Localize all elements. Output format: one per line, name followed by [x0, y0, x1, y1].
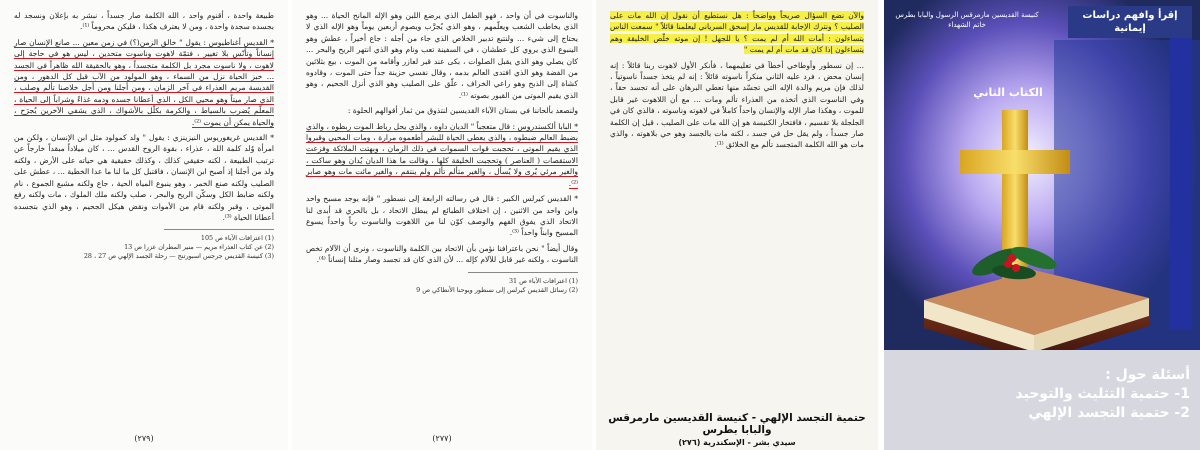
church-name: كنيسة القديسين مارمرقس الرسول والبابا بطرس خاتم الشهداء: [895, 11, 1039, 29]
paragraph: [610, 10, 864, 56]
highlighted-text: والآن نضع السؤال صريحاً وواضحاً : هل نستطيع أن نقول إن الله مات على الصليب ؟ ونترك الإجابة للقديس مار إسحق السرياني ليعلمنا قائلاً " سمعت الناس يتساءلون : أمات الله أم لم يمت ؟ يا للجهل ! إن موته خلّص الخليقة وهم يتساءلون إذا كان قد مات أم لم يمت ": [610, 11, 864, 55]
footnote-divider: [164, 229, 274, 230]
footnote: (1) اعترافات الآباء ص 105: [200, 234, 274, 243]
paragraph: * القديس كيرلس الكبير : قال في رسالته الرابعة إلى نسطور " فإنه يوجد مسيح واحد وابن واحد من الاثنين ، إن اختلاف الطبائع لم يبطل الاتحاد ، بل بالحري قد أبدى لنا الاتحاد الذي يفوق الفهم والوصف كوّن لنا من اللاهوت والناسوت رباً واحداً يسوع المسيح وابناً واحداً ⁽³⁾.: [306, 194, 578, 238]
footnote: (1) اعترافات الآباء ص 31: [508, 276, 578, 285]
paragraph: طبيعة واحدة ، أقنوم واحد ، الله الكلمة صار جسداً ، نبشر به بإعلان ونسجد له بجسده سجدة واحدة ، ومن لا يعترف هكذا ، فليكن محروماً ⁽¹⁾.: [14, 11, 274, 32]
cover-item: 2- حتمية التجسد الإلهي: [1028, 405, 1190, 421]
paragraph: ... إن نسطور وأوطاخي أخطآ في تعليمهما ، فأنكر الأول لاهوت ربنا قائلاً : إنه إنسان محض ، فرد عليه الثاني منكراً ناسوته قائلاً : إنه لم يتخذ جسداً ناسوتياً ، لذلك فإن مريم والدة الإله التي تجسّد منها تعطي البرهان على أنه تجسد حقاً ، وفي الناسوت الذي أتخذه من العذراء تألم ومات ... مع أن اللاهوت غير قابل للموت ، وهكذا صار الإله والإنسان واحداً كاملاً في لاهوته وناسوته ، فالذي كان في الجلجلة بلا تقسيم ، فافتخار الكنيسة هو إن الله مات على الصليب ، قيل إن الكلمة صار جسداً ، ولم يقل حل في جسد ، لكنه مات بالجسد وهو حي بلاهوته ، والذي مات هو الله الكلمة المتجسد تألم مع الخلائق ⁽¹⁾.: [610, 60, 864, 150]
book-number: الكتاب الثاني: [973, 86, 1043, 99]
paragraph: وقال أيضاً " نحن باعترافنا نؤمن بأن الاتحاد بين الكلمة والناسوت ، ونرى أن الآلام تخص الناسوت ، ولكنه غير قابل للآلام كإله ... لأن الذي كان قد تجسد وصار مثلنا إنساناً ⁽⁴⁾.: [306, 243, 578, 265]
series-label: إقرأ وافهم دراسات إيمانية: [1068, 6, 1192, 38]
book-page-277: [292, 0, 592, 450]
underlined-text: * البابا ألكسندروس : قال متعجباً " الديان داوه ، والذي يحل رباط الموت ربطوه ، والذي يضبط العالم ضبطوه ، والذي يعطي الحياة للبشر أطعموه مرارة ، ومات المحيي وقبروا الذي يقيم الموتى ، تحجبت قوات السموات في ذلك الزمان ، وبهتت الملائكة وفزعت الاستقصات ( العناصر ) وتحجبت الخليقة كلها ، وقالت ما هذا الديان يُدان وهو ساكت ، والغير مرئي يُرى ولا يُسأل ، والغير متألم تألم ولم ينتقم ، والغير مائت مات وهو صابر ⁽²⁾.: [306, 121, 578, 188]
paragraph: * القديس غريغوريوس النيزينزي : يقول " ولد كمولود مثل ابن الإنسان ، ولكن من امرأة وُلد كلمة الله ، عذراء ، بقوة الروح القدس ... ، كان ميلاداً مبقداً خارجاً عن ترتيب الطبيعة ، لكنه حقيقي كذلك ، وكذلك حقيقية هي حياته على الأرض ، ولكنه ولد من أجلنا إذ أصبح ابن الإنسان ، فاقتبل كل ما لنا ما عدا الخطية ... ، عطش على الصليب ولكنه صنع الخمر ، وهو ينبوع المياه الحية ، جاع ولكنه مشبع الجموع ، نام ولكنه ضابط الكل وسكّن الريح والبحر ، صلب ولكنه ملك الملوك ، مات ولكنه رفع الموتى ، وقبر ولكنه قام من الأموات ونقض هيكل الجحيم ، وهو الذي بتجسده أعطانا الحياة ⁽³⁾.: [14, 133, 274, 222]
side-stripe: [1170, 30, 1192, 330]
page-number: (٢٧٩): [134, 433, 154, 443]
book-cover: [884, 0, 1200, 450]
paragraph: ولنصعد بألحاننا في بستان الآباء القديسين لنتذوق من ثمار أقوالهم الحلوة :: [347, 106, 578, 116]
page-footer-title: حتمية التجسد الإلهي - كنيسة القديسين مارمرقس والبابا بطرس: [608, 412, 866, 436]
footnote: (3) كنيسة القديس جرجس اسبورتنج — رحلة الجسد الإلهي ص 27 ، 28: [83, 252, 274, 261]
page-footer-subtitle: سيدي بشر - الإسكندرية (٢٧٦): [678, 437, 796, 447]
footnote: (2) رسائل القديس كيرلس إلى نسطور ويوحنا الأنطاكي ص 9: [416, 285, 578, 294]
book-page-279: [0, 0, 288, 450]
paragraph: [306, 121, 578, 189]
paragraph: والناسوت في أن واحد ، فهو الطفل الذي يرضع اللبن وهو الإله المانح الحياة ... وهو الذي يخاطب الشعب ويعلّمهم ، وهو الذي يُجرَّب ويصوم أربعين يوماً وهو الإله الذي لا يحتاج إلى شيء ... ولنتبع تدبير الخلاص الذي جاء من أجله : جاع أخيراً ، عطش وهو الينبوع الذي يروي كل عطشان ، في السفينة تعب ونام وهو الذي انتهر الريح والبحر ... كان يصلي وهو الذي يقبل الصلوات ، بكى عند قبر لعازر وأقامه من الموت ، بيع بثلاثين من الفضة وهو الذي افتدى العالم بدمه ، وقال نفسي حزينة جداً حتى الموت ، وقادوه كشاة إلى الذبح وهو راعي الخراف ، علّق على الصليب وهو الذي أنزل الجحيم ، وهو الذي يقيم الموتى من القبور بصوته ⁽¹⁾.: [306, 11, 578, 100]
questions-label: أسئلة حول :: [1105, 367, 1190, 383]
page-number: (٢٧٧): [432, 433, 452, 443]
book-page-276: [596, 0, 878, 450]
footnote: (2) عن كتاب العذراء مريم — منير المطران عزرا ص 13: [124, 243, 274, 252]
paragraph: [14, 37, 274, 128]
cover-title: [960, 366, 1190, 423]
footnote-divider: [468, 272, 578, 273]
cover-item: 1- حتمية التثليث والتوحيد: [1015, 386, 1190, 402]
underlined-text: * القديس أغناطيوس : يقول " خالق الزمن(؟) في زمن معين ... صانع الإنسان صار إنساناً وتأنّس بلا تغيير ، فتمّة لاهوت وناسوت متحدين ، ليس هو في حاجة إلى لاهوت ، ولا ناسوت مجرد بل الكلمة متجسداً ، وهو بالحقيقة الله ظاهراً في الجسد ... خبز الحياة نزل من السماء ، وهو المولود من الآب قبل كل الدهور ، ومن القديسة مريم العذراء في آخر الزمان ، ومن أجلنا ومن أجل خلاصنا تألم وصلب ، الذي صار ميتاً وهو محيي الكل ، الذي أعطانا جسده ودمه غذاءً وشراباً إلى الحياة ، المعلّم يُضرب بالسياط ، والكرمة بكلّل بالأشواك ، الذي يشفي الآخرين يُجرَح ، والحياة يمكن أن يموت ⁽²⁾.: [14, 37, 274, 127]
